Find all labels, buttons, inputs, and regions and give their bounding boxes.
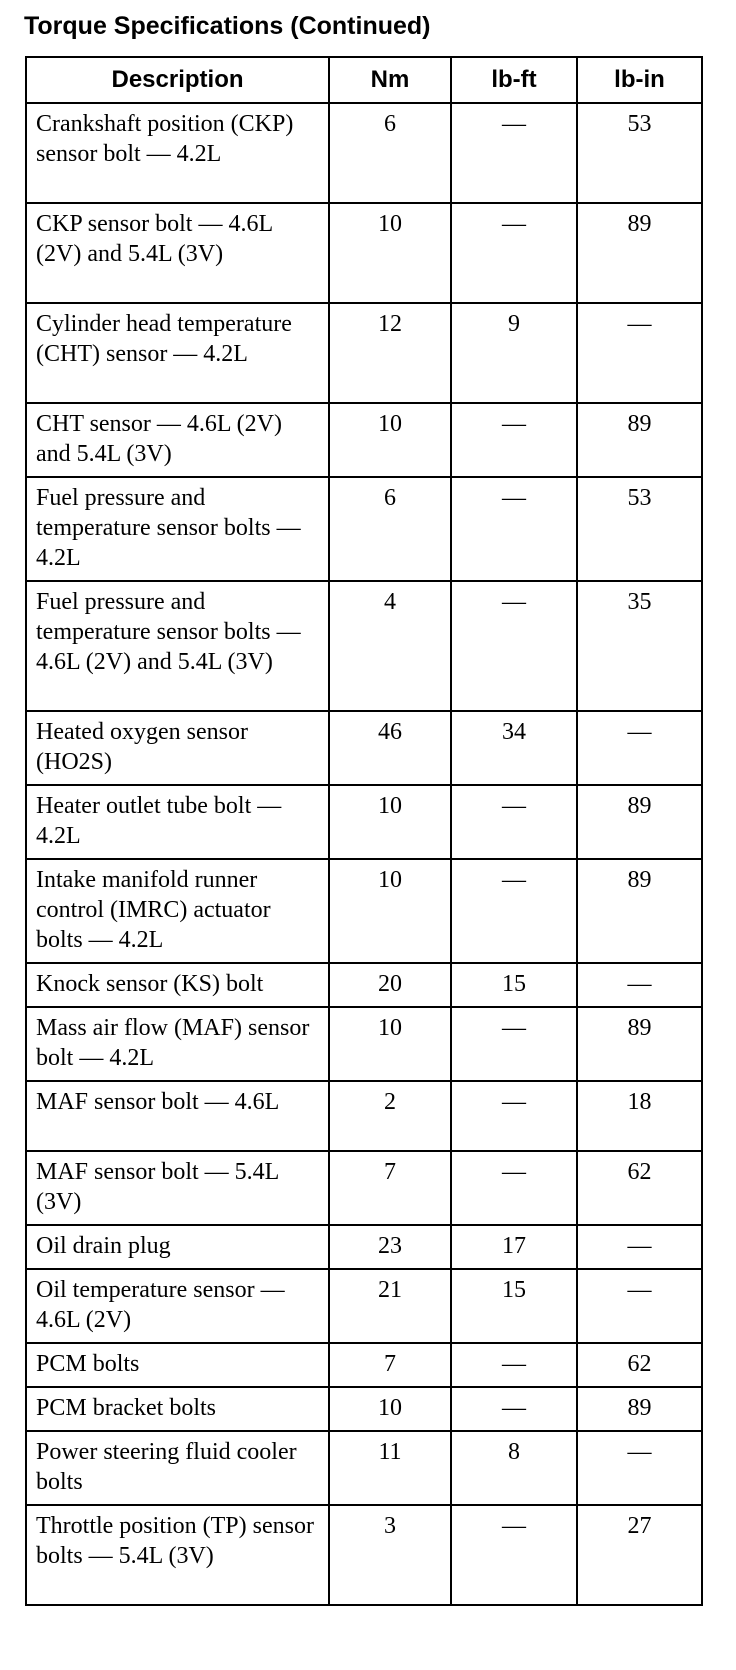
cell-nm: 7: [329, 1343, 451, 1387]
table-row: [26, 1081, 702, 1151]
cell-lbft: —: [451, 785, 577, 859]
torque-spec-table: [25, 56, 703, 1606]
cell-lbft: —: [451, 403, 577, 477]
cell-lbft: 9: [451, 303, 577, 403]
cell-description: Oil temperature sensor — 4.6L (2V): [26, 1269, 329, 1343]
cell-lbft: 15: [451, 963, 577, 1007]
column-header-nm: Nm: [329, 57, 451, 103]
cell-nm: 21: [329, 1269, 451, 1343]
table-row: [26, 963, 702, 1007]
cell-description: Throttle position (TP) sensor bolts — 5.4L (3V): [26, 1505, 329, 1605]
cell-lbin: —: [577, 711, 702, 785]
cell-lbin: 89: [577, 203, 702, 303]
cell-lbin: 89: [577, 1387, 702, 1431]
cell-description: CKP sensor bolt — 4.6L (2V) and 5.4L (3V): [26, 203, 329, 303]
table-row: [26, 1007, 702, 1081]
cell-lbft: —: [451, 203, 577, 303]
table-row: [26, 581, 702, 711]
table-row: [26, 1387, 702, 1431]
table-row: [26, 303, 702, 403]
cell-lbft: —: [451, 859, 577, 963]
cell-nm: 2: [329, 1081, 451, 1151]
cell-lbft: —: [451, 103, 577, 203]
cell-lbin: —: [577, 1269, 702, 1343]
cell-description: CHT sensor — 4.6L (2V) and 5.4L (3V): [26, 403, 329, 477]
page-title: Torque Specifications (Continued): [24, 12, 431, 40]
cell-description: Heated oxygen sensor (HO2S): [26, 711, 329, 785]
cell-lbin: 53: [577, 103, 702, 203]
cell-lbin: 62: [577, 1343, 702, 1387]
cell-lbin: 89: [577, 859, 702, 963]
cell-lbft: —: [451, 1007, 577, 1081]
cell-lbin: 53: [577, 477, 702, 581]
cell-lbft: 8: [451, 1431, 577, 1505]
cell-lbin: 27: [577, 1505, 702, 1605]
table-row: [26, 1343, 702, 1387]
table-row: [26, 1431, 702, 1505]
table-row: [26, 711, 702, 785]
cell-lbin: 89: [577, 1007, 702, 1081]
cell-lbin: 35: [577, 581, 702, 711]
cell-description: Power steering fluid cooler bolts: [26, 1431, 329, 1505]
table-row: [26, 1151, 702, 1225]
cell-description: Cylinder head temperature (CHT) sensor — 4.2L: [26, 303, 329, 403]
cell-description: Fuel pressure and temperature sensor bolts — 4.2L: [26, 477, 329, 581]
cell-lbin: 89: [577, 403, 702, 477]
cell-lbft: —: [451, 1505, 577, 1605]
cell-nm: 7: [329, 1151, 451, 1225]
cell-description: MAF sensor bolt — 4.6L: [26, 1081, 329, 1151]
cell-lbin: —: [577, 1431, 702, 1505]
cell-nm: 12: [329, 303, 451, 403]
cell-nm: 4: [329, 581, 451, 711]
table-row: [26, 203, 702, 303]
column-header-description: Description: [26, 57, 329, 103]
cell-lbin: 89: [577, 785, 702, 859]
table-row: [26, 403, 702, 477]
cell-lbft: 15: [451, 1269, 577, 1343]
cell-nm: 10: [329, 859, 451, 963]
cell-nm: 10: [329, 785, 451, 859]
cell-lbin: —: [577, 963, 702, 1007]
cell-description: PCM bolts: [26, 1343, 329, 1387]
table-row: [26, 103, 702, 203]
cell-lbin: 62: [577, 1151, 702, 1225]
cell-nm: 11: [329, 1431, 451, 1505]
cell-lbft: —: [451, 1151, 577, 1225]
cell-description: Knock sensor (KS) bolt: [26, 963, 329, 1007]
cell-description: Mass air flow (MAF) sensor bolt — 4.2L: [26, 1007, 329, 1081]
cell-lbft: —: [451, 1343, 577, 1387]
cell-description: Heater outlet tube bolt — 4.2L: [26, 785, 329, 859]
cell-nm: 6: [329, 103, 451, 203]
cell-nm: 10: [329, 1007, 451, 1081]
cell-lbin: —: [577, 303, 702, 403]
cell-nm: 10: [329, 203, 451, 303]
cell-lbft: —: [451, 477, 577, 581]
cell-lbft: 34: [451, 711, 577, 785]
cell-lbft: —: [451, 1387, 577, 1431]
cell-lbft: 17: [451, 1225, 577, 1269]
cell-nm: 23: [329, 1225, 451, 1269]
cell-description: Oil drain plug: [26, 1225, 329, 1269]
table-row: [26, 477, 702, 581]
document-page: [24, 8, 712, 1606]
cell-lbft: —: [451, 581, 577, 711]
cell-lbft: —: [451, 1081, 577, 1151]
cell-description: Fuel pressure and temperature sensor bolts — 4.6L (2V) and 5.4L (3V): [26, 581, 329, 711]
table-header-row: [26, 57, 702, 103]
cell-nm: 6: [329, 477, 451, 581]
cell-nm: 10: [329, 403, 451, 477]
cell-nm: 3: [329, 1505, 451, 1605]
table-row: [26, 785, 702, 859]
cell-lbin: 18: [577, 1081, 702, 1151]
cell-description: MAF sensor bolt — 5.4L (3V): [26, 1151, 329, 1225]
cell-nm: 20: [329, 963, 451, 1007]
cell-nm: 46: [329, 711, 451, 785]
cell-description: Intake manifold runner control (IMRC) actuator bolts — 4.2L: [26, 859, 329, 963]
column-header-lbin: lb-in: [577, 57, 702, 103]
table-row: [26, 1269, 702, 1343]
table-row: [26, 859, 702, 963]
table-row: [26, 1225, 702, 1269]
table-row: [26, 1505, 702, 1605]
column-header-lbft: lb-ft: [451, 57, 577, 103]
cell-description: Crankshaft position (CKP) sensor bolt — 4.2L: [26, 103, 329, 203]
cell-nm: 10: [329, 1387, 451, 1431]
cell-description: PCM bracket bolts: [26, 1387, 329, 1431]
cell-lbin: —: [577, 1225, 702, 1269]
